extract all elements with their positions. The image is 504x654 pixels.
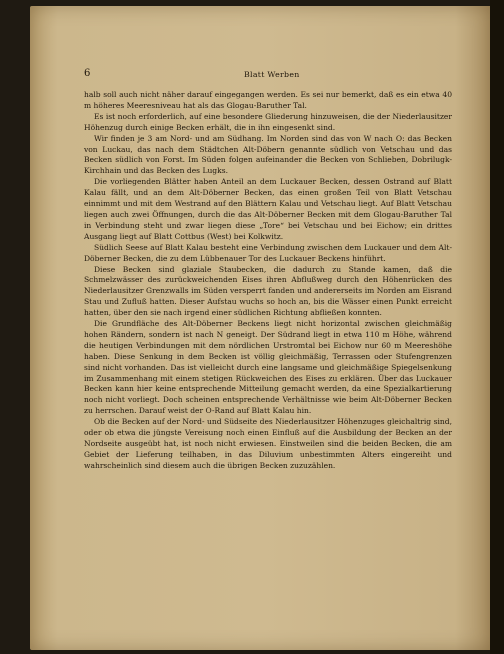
paragraph: halb soll auch nicht näher darauf eingegangen werden. Es sei nur bemerkt, daß es ein etwa 40 m höheres Meeresniveau hat als das Glogau-Baruther Tal.	[84, 90, 452, 110]
paragraph: Die Grundfläche des Alt-Döberner Beckens liegt nicht horizontal zwischen gleichmäßig hohen Rändern, sondern ist nach N geneigt. Der Südrand liegt in etwa 110 m Höhe, während die heutigen Verbindungen mit dem nördlichen Urstromtal bei Eichow nur 60 m Meereshöhe haben. Diese Senkung in dem Becken ist völlig gleichmäßig, Terrassen oder Stufengrenzen sind nicht vorhanden. Das ist vielleicht durch eine langsame und gleichmäßige Spiegelsenkung im Zusammenhang mit einem stetigen Rückweichen des Eises zu erklären. Über das Luckauer Becken kann hier keine entsprechende Mitteilung gemacht werden, da eine Spezialkartierung noch nicht vorliegt. Doch scheinen entsprechende Verhältnisse wie beim Alt-Döberner Becken zu herrschen. Darauf weist der O-Rand auf Blatt Kalau hin.	[84, 319, 452, 416]
paragraph: Es ist noch erforderlich, auf eine besondere Gliederung hinzuweisen, die der Niederlausitzer Höhenzug durch einige Becken erhält, die in ihn eingesenkt sind.	[84, 111, 452, 132]
page-number: 6	[84, 68, 91, 79]
scan-edge	[490, 0, 504, 654]
running-head: Blatt Werben	[244, 70, 300, 79]
page-header	[84, 70, 452, 84]
paragraph: Die vorliegenden Blätter haben Anteil an dem Luckauer Becken, dessen Ostrand auf Blatt Kalau fällt, und an dem Alt-Döberner Becken, das einen großen Teil von Blatt Vetschau einnimmt und mit dem Westrand auf den Blättern Kalau und Vetschau liegt. Auf Blatt Vetschau liegen auch zwei Öffnungen, durch die das Alt-Döberner Becken mit dem Glogau-Baruther Tal in Verbindung steht und zwar liegen diese „Tore“ bei Vetschau und bei Eichow; ein drittes Ausgang liegt auf Blatt Cottbus (West) bei Kolkwitz.	[84, 177, 452, 241]
paragraph: Südlich Seese auf Blatt Kalau besteht eine Verbindung zwischen dem Luckauer und dem Alt-Döberner Becken, die zu dem Lübbenauer Tor des Luckauer Beckens hinführt.	[84, 242, 452, 263]
paragraph: Wir finden je 3 am Nord- und am Südhang. Im Norden sind das von W nach O: das Becken von Luckau, das nach dem Städtchen Alt-Döbern genannte südlich von Vetschau und das Becken südlich von Forst. Im Süden folgen aufeinander die Becken von Schlieben, Dobrilugk-Kirchhain und das Becken des Lugks.	[84, 133, 452, 176]
paragraph: Ob die Becken auf der Nord- und Südseite des Niederlausitzer Höhenzuges gleichaltrig sind, oder ob etwa die jüngste Vereisung noch einen Einfluß auf die Ausbildung der Becken an der Nordseite ausgeübt hat, ist noch nicht erwiesen. Einstweilen sind die beiden Becken, die am Gebiet der Lieferung teilhaben, in das Diluvium unbestimmten Alters eingereiht und wahrscheinlich sind diesem auch die übrigen Becken zuzuzählen.	[84, 417, 452, 470]
body-text	[84, 90, 452, 472]
paragraph: Diese Becken sind glaziale Staubecken, die dadurch zu Stande kamen, daß die Schmelzwässer des zurückweichenden Eises ihren Abflußweg durch den Höhenrücken des Niederlausitzer Grenzwalls im Süden versperrt fanden und andererseits im Norden am Eisrand Stau und Zufluß hatten. Dieser Aufstau wuchs so hoch an, bis die Wässer einen Punkt erreicht hatten, über den sie nach irgend einer südlichen Richtung abfließen konnten.	[84, 264, 452, 318]
